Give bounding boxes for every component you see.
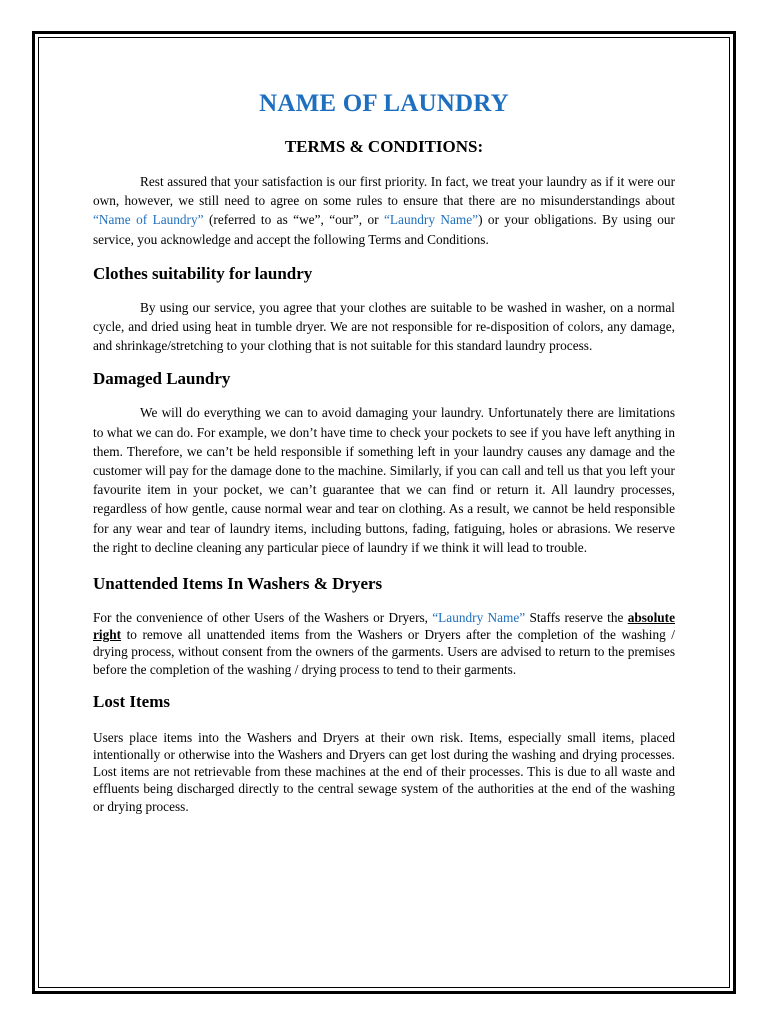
section-heading-unattended: Unattended Items In Washers & Dryers — [93, 574, 383, 594]
unattended-text-2: Staffs reserve the — [525, 610, 628, 626]
section-heading-suitability: Clothes suitability for laundry — [93, 263, 313, 283]
absolute-right-emphasis: absolute right — [93, 610, 675, 643]
intro-text-3: ) or your obligations. By using our service, you acknowledge and accept the following Terms and Conditions. — [93, 212, 675, 247]
document-title: NAME OF LAUNDRY — [259, 90, 509, 117]
laundry-name-reference: “Name of Laundry” — [93, 212, 204, 228]
section-body-suitability: By using our service, you agree that your clothes are suitable to be washed in washer, on a normal cycle, and dried using heat in tumble dryer. We are not responsible for re-disposition of colors, any damage, and shrinkage/stretching to your clothing that is not suitable for this standard laundry process. — [93, 299, 675, 354]
unattended-text-3: to remove all unattended items from the Washers or Dryers after the completion of the washing / drying process, without consent from the owners of the garments. Users are advised to return to the premises before the completion of the washing / drying process to tend to their garments. — [93, 627, 675, 677]
intro-paragraph — [93, 172, 675, 249]
section-heading-lost: Lost Items — [93, 691, 170, 711]
section-body-unattended — [93, 609, 675, 678]
unattended-text-1: For the convenience of other Users of the Washers or Dryers, — [93, 610, 433, 626]
section-body-lost: Users place items into the Washers and Dryers at their own risk. Items, especially small items, placed intentionally or otherwise into the Washers and Dryers can get lost during the washing and drying processes. Lost items are not retrievable from these machines at the end of their processes. This is due to all waste and effluents being discharged directly to the central sewage system of the authorities at the end of the washing or drying process. — [93, 729, 675, 814]
terms-heading: TERMS & CONDITIONS: — [284, 137, 484, 156]
intro-text-1: Rest assured that your satisfaction is our first priority. In fact, we treat your laundry as if it were our own, however, we still need to agree on some rules to ensure that there are no misunderstandings about — [93, 174, 675, 209]
intro-text-2: (referred to as “we”, “our”, or — [203, 212, 385, 228]
laundry-name-reference: “Laundry Name” — [384, 212, 479, 228]
section-heading-damaged: Damaged Laundry — [93, 369, 231, 389]
document-body — [93, 88, 675, 815]
laundry-name-reference: “Laundry Name” — [432, 610, 526, 626]
section-body-damaged: We will do everything we can to avoid damaging your laundry. Unfortunately there are limitations to what we can do. For example, we don’t have time to check your pockets to see if you have left anything in them. Therefore, we can’t be held responsible if something left in your laundry causes any damage and the customer will pay for the damage done to the machine. Similarly, if you can call and tell us that you left your favourite item in your pocket, we can’t guarantee that we can find or return it. All laundry processes, regardless of how gentle, cause normal wear and tear on clothing. As a result, we cannot be held responsible for any wear and tear of laundry items, including buttons, fading, fatiguing, holes or abrasions. We reserve the right to decline cleaning any particular piece of laundry if we think it will lead to trouble. — [93, 405, 675, 555]
